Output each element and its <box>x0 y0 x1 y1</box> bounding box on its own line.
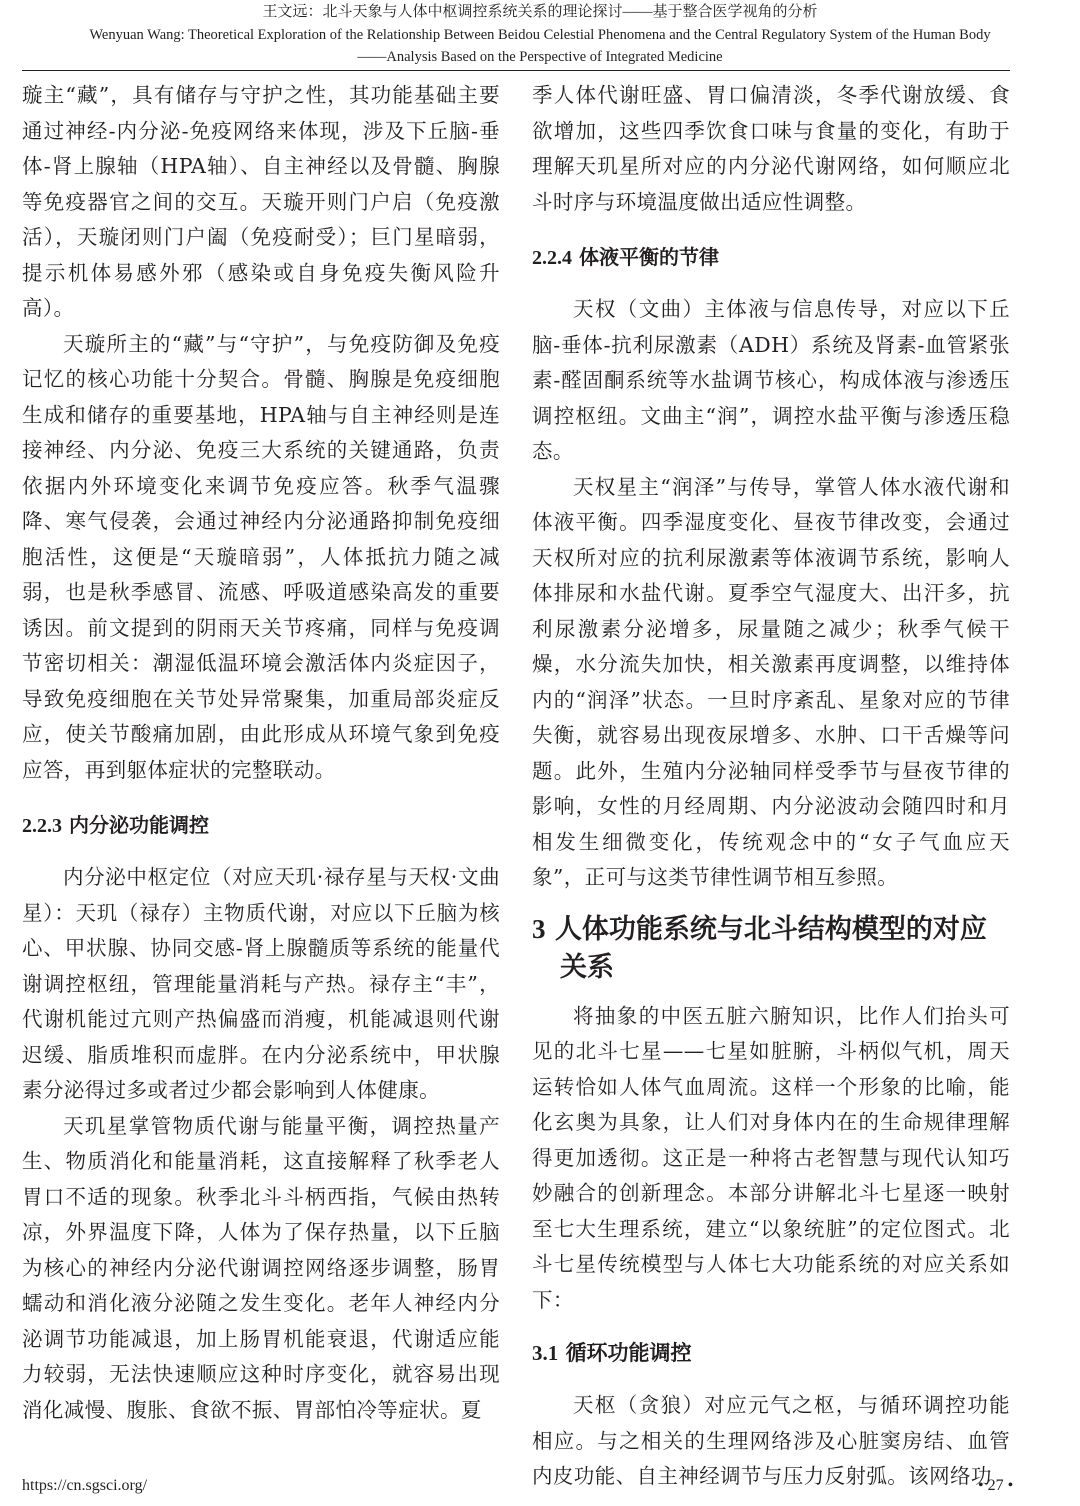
left-column <box>22 78 500 1428</box>
paragraph: 内分泌中枢定位（对应天玑·禄存星与天权·文曲星）：天玑（禄存）主物质代谢，对应以下丘脑为核心、甲状腺、协同交感-肾上腺髓质等系统的能量代谢调控枢纽，管理能量消耗与产热。禄存主“丰”，代谢机能过亢则产热偏盛而消瘦，机能减退则代谢迟缓、脂质堆积而虚胖。在内分泌系统中，甲状腺素分泌得过多或者过少都会影响到人体健康。 <box>22 865 500 1102</box>
header-rule <box>22 70 1010 71</box>
section-heading-3-1 <box>532 1338 1010 1368</box>
section-heading-3 <box>532 910 1010 987</box>
header-cn-title: 王文远：北斗天象与人体中枢调控系统关系的理论探讨——基于整合医学视角的分析 <box>262 4 818 20</box>
section-title: 体液平衡的节律 <box>578 245 719 269</box>
header-en-title-line2: ——Analysis Based on the Perspective of Integrated Medicine <box>357 49 723 65</box>
section-heading-2-2-3 <box>22 810 500 841</box>
section-number: 3 <box>532 913 546 944</box>
paragraph: 天玑星掌管物质代谢与能量平衡，调控热量产生、物质消化和能量消耗，这直接解释了秋季老人胃口不适的现象。秋季北斗斗柄西指，气候由热转凉，外界温度下降，人体为了保存热量，以下丘脑为核心的神经内分泌代谢调控网络逐步调整，肠胃蠕动和消化液分泌随之发生变化。老年人神经内分泌调节功能减退，加上肠胃机能衰退，代谢适应能力较弱，无法快速顺应这种时序变化，就容易出现消化减慢、腹胀、食欲不振、胃部怕冷等症状。夏 <box>22 1113 500 1422</box>
section-number: 3.1 <box>532 1341 559 1365</box>
running-header <box>0 0 1080 70</box>
section-number: 2.2.3 <box>22 815 62 837</box>
header-en-title-line1: Wenyuan Wang: Theoretical Exploration of the Relationship Between Beidou Celestial Phenomena and the Central Regulatory System of the Human Body <box>89 27 991 43</box>
section-title: 内分泌功能调控 <box>68 813 209 837</box>
paragraph: 将抽象的中医五脏六腑知识，比作人们抬头可见的北斗七星——七星如脏腑，斗柄似气机，周天运转恰如人体气血周流。这样一个形象的比喻，能化玄奥为具象，让人们对身体内在的生命规律理解得更加透彻。这正是一种将古老智慧与现代认知巧妙融合的创新理念。本部分讲解北斗七星逐一映射至七大生理系统，建立“以象统脏”的定位图式。北斗七星传统模型与人体七大功能系统的对应关系如下： <box>532 1003 1010 1312</box>
footer-url: https://cn.sgsci.org/ <box>22 1477 148 1494</box>
paragraph: 天璇所主的“藏”与“守护”，与免疫防御及免疫记忆的核心功能十分契合。骨髓、胸腺是免疫细胞生成和储存的重要基地，HPA轴与自主神经则是连接神经、内分泌、免疫三大系统的关键通路，负责依据内外环境变化来调节免疫应答。秋季气温骤降、寒气侵袭，会通过神经内分泌通路抑制免疫细胞活性，这便是“天璇暗弱”，人体抵抗力随之减弱，也是秋季感冒、流感、呼吸道感染高发的重要诱因。前文提到的阴雨天关节疼痛，同样与免疫调节密切相关：潮湿低温环境会激活体内炎症因子，导致免疫细胞在关节处异常聚集，加重局部炎症反应，使关节酸痛加剧，由此形成从环境气象到免疫应答，再到躯体症状的完整联动。 <box>22 331 500 782</box>
section-number: 2.2.4 <box>532 247 572 269</box>
paragraph: 天权星主“润泽”与传导，掌管人体水液代谢和体液平衡。四季湿度变化、昼夜节律改变，会通过天权所对应的抗利尿激素等体液调节系统，影响人体排尿和水盐代谢。夏季空气湿度大、出汗多，抗利尿激素分泌增多，尿量随之减少；秋季气候干燥，水分流失加快，相关激素再度调整，以维持体内的“润泽”状态。一旦时序紊乱、星象对应的节律失衡，就容易出现夜尿增多、水肿、口干舌燥等问题。此外，生殖内分泌轴同样受季节与昼夜节律的影响，女性的月经周期、内分泌波动会随四时和月相发生细微变化，传统观念中的“女子气血应天象”，正可与这类节律性调节相互参照。 <box>532 474 1010 889</box>
paragraph: 璇主“藏”，具有储存与守护之性，其功能基础主要通过神经-内分泌-免疫网络来体现，涉及下丘脑-垂体-肾上腺轴（HPA轴）、自主神经以及骨髓、胸腺等免疫器官之间的交互。天璇开则门户启（免疫激活），天璇闭则门户阖（免疫耐受）；巨门星暗弱，提示机体易感外邪（感染或自身免疫失衡风险升高）。 <box>22 83 500 320</box>
paragraph: 季人体代谢旺盛、胃口偏清淡，冬季代谢放缓、食欲增加，这些四季饮食口味与食量的变化，有助于理解天玑星所对应的内分泌代谢网络，如何顺应北斗时序与环境温度做出适应性调整。 <box>532 83 1010 214</box>
section-title: 人体功能系统与北斗结构模型的对应关系 <box>554 913 987 983</box>
right-column <box>532 78 1010 1495</box>
paragraph: 天权（文曲）主体液与信息传导，对应以下丘脑-垂体-抗利尿激素（ADH）系统及肾素-血管紧张素-醛固酮系统等水盐调节核心，构成体液与渗透压调控枢纽。文曲主“润”，调控水盐平衡与渗透压稳态。 <box>532 297 1010 463</box>
section-heading-2-2-4 <box>532 242 1010 273</box>
paragraph: 天枢（贪狼）对应元气之枢，与循环调控功能相应。与之相关的生理网络涉及心脏窦房结、血管内皮功能、自主神经调节与压力反射弧。该网络功 <box>532 1393 1010 1488</box>
section-title: 循环功能调控 <box>565 1341 692 1365</box>
page-number: • 27 • <box>978 1477 1014 1494</box>
